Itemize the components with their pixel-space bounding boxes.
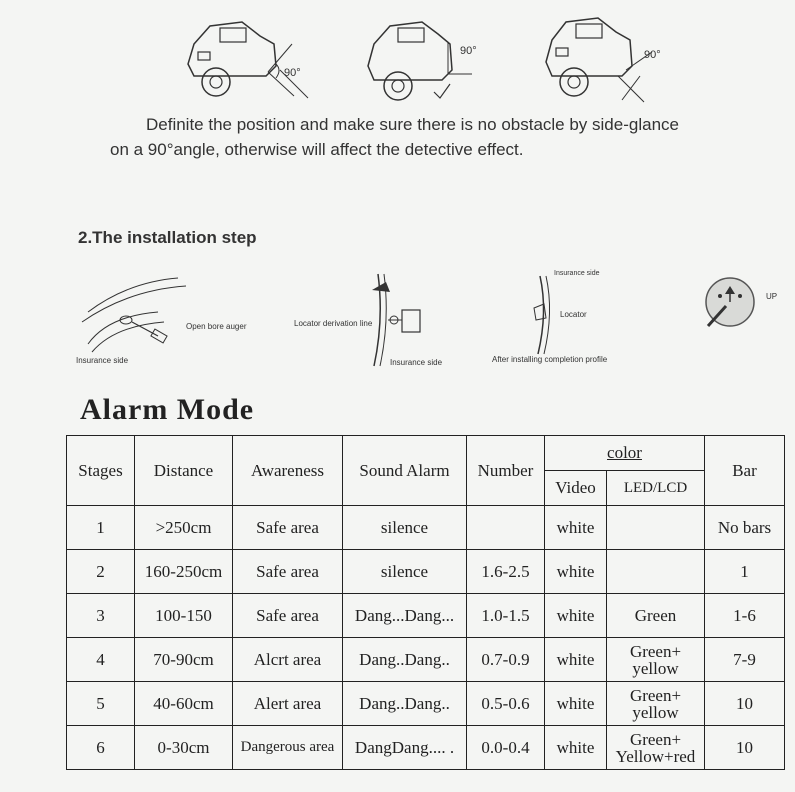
cell-sound: Dang..Dang.. bbox=[343, 682, 467, 726]
cell-number bbox=[467, 506, 545, 550]
header-sound-alarm: Sound Alarm bbox=[343, 436, 467, 506]
label-open-bore: Open bore auger bbox=[186, 322, 247, 331]
header-video: Video bbox=[545, 471, 607, 506]
cell-awareness: Safe area bbox=[233, 550, 343, 594]
table-row bbox=[67, 506, 785, 550]
cell-video: white bbox=[545, 726, 607, 770]
alarm-mode-title: Alarm Mode bbox=[80, 393, 255, 426]
alarm-mode-table bbox=[66, 435, 785, 770]
label-after-install: After installing completion profile bbox=[492, 355, 608, 364]
cell-video: white bbox=[545, 550, 607, 594]
header-color: color bbox=[545, 436, 705, 471]
cell-stage: 3 bbox=[67, 594, 135, 638]
cell-stage: 5 bbox=[67, 682, 135, 726]
car-rear-illustration-1 bbox=[180, 14, 320, 106]
cell-video: white bbox=[545, 682, 607, 726]
cell-led-line2: yellow bbox=[632, 702, 679, 722]
table-row bbox=[67, 550, 785, 594]
table-row bbox=[67, 638, 785, 682]
label-locator: Locator bbox=[560, 310, 587, 319]
cell-led-line2: yellow bbox=[632, 658, 679, 678]
cell-stage: 6 bbox=[67, 726, 135, 770]
completion-profile-illustration bbox=[522, 272, 562, 358]
label-insurance-side-2: Insurance side bbox=[390, 358, 443, 367]
cell-led-line2: Yellow+red bbox=[615, 746, 696, 766]
label-locator-line: Locator derivation line bbox=[294, 319, 373, 328]
cell-bar: 1-6 bbox=[705, 594, 785, 638]
cell-stage: 4 bbox=[67, 638, 135, 682]
cell-awareness: Dangerous area bbox=[233, 726, 343, 770]
angle-label-3: 90° bbox=[644, 49, 661, 61]
cell-bar: No bars bbox=[705, 506, 785, 550]
cell-video: white bbox=[545, 506, 607, 550]
cell-led-line1: Green+ bbox=[629, 685, 682, 705]
cell-distance: 40-60cm bbox=[135, 682, 233, 726]
cell-awareness: Safe area bbox=[233, 594, 343, 638]
cell-distance: 160-250cm bbox=[135, 550, 233, 594]
cell-led bbox=[607, 726, 705, 770]
bore-auger-illustration bbox=[68, 272, 258, 362]
cell-video: white bbox=[545, 638, 607, 682]
table-row bbox=[67, 726, 785, 770]
cell-awareness: Safe area bbox=[233, 506, 343, 550]
cell-led bbox=[607, 594, 705, 638]
label-up: UP bbox=[766, 292, 778, 301]
header-stages: Stages bbox=[67, 436, 135, 506]
label-insurance-side-3: Insurance side bbox=[554, 270, 600, 277]
angle-label-1: 90° bbox=[284, 67, 301, 79]
cell-number: 1.0-1.5 bbox=[467, 594, 545, 638]
caption-line-1: Definite the position and make sure there is no obstacle by side-glance bbox=[146, 115, 679, 134]
angle-label-2: 90° bbox=[460, 45, 477, 57]
cell-stage: 1 bbox=[67, 506, 135, 550]
cell-number: 0.5-0.6 bbox=[467, 682, 545, 726]
cell-stage: 2 bbox=[67, 550, 135, 594]
cell-led-line1: Green+ bbox=[629, 641, 682, 661]
cell-sound: silence bbox=[343, 506, 467, 550]
label-insurance-side-1: Insurance side bbox=[76, 356, 129, 365]
locator-derivation-illustration bbox=[362, 270, 432, 370]
cell-awareness: Alert area bbox=[233, 682, 343, 726]
cell-bar: 7-9 bbox=[705, 638, 785, 682]
cell-distance: 0-30cm bbox=[135, 726, 233, 770]
car-rear-illustration-3 bbox=[540, 12, 680, 108]
header-awareness: Awareness bbox=[233, 436, 343, 506]
cell-distance: 70-90cm bbox=[135, 638, 233, 682]
up-direction-icon bbox=[700, 272, 760, 332]
cell-led-line1: Green+ bbox=[629, 729, 682, 749]
cell-sound: silence bbox=[343, 550, 467, 594]
cell-number: 1.6-2.5 bbox=[467, 550, 545, 594]
header-led-lcd: LED/LCD bbox=[607, 471, 705, 506]
car-rear-illustration-2 bbox=[362, 12, 502, 108]
header-bar: Bar bbox=[705, 436, 785, 506]
cell-led bbox=[607, 550, 705, 594]
cell-number: 0.0-0.4 bbox=[467, 726, 545, 770]
cell-sound: DangDang.... . bbox=[343, 726, 467, 770]
cell-bar: 1 bbox=[705, 550, 785, 594]
cell-led-line1: Green bbox=[634, 605, 677, 625]
table-row bbox=[67, 682, 785, 726]
cell-distance: 100-150 bbox=[135, 594, 233, 638]
cell-bar: 10 bbox=[705, 682, 785, 726]
cell-bar: 10 bbox=[705, 726, 785, 770]
cell-sound: Dang..Dang.. bbox=[343, 638, 467, 682]
caption-line-2: on a 90°angle, otherwise will affect the detective effect. bbox=[110, 140, 524, 159]
cell-awareness: Alcrt area bbox=[233, 638, 343, 682]
cell-sound: Dang...Dang... bbox=[343, 594, 467, 638]
header-number: Number bbox=[467, 436, 545, 506]
table-row bbox=[67, 594, 785, 638]
cell-video: white bbox=[545, 594, 607, 638]
cell-led bbox=[607, 638, 705, 682]
cell-number: 0.7-0.9 bbox=[467, 638, 545, 682]
cell-led bbox=[607, 682, 705, 726]
cell-led bbox=[607, 506, 705, 550]
header-distance: Distance bbox=[135, 436, 233, 506]
cell-distance: >250cm bbox=[135, 506, 233, 550]
position-caption bbox=[110, 112, 790, 162]
installation-heading: 2.The installation step bbox=[78, 228, 257, 247]
